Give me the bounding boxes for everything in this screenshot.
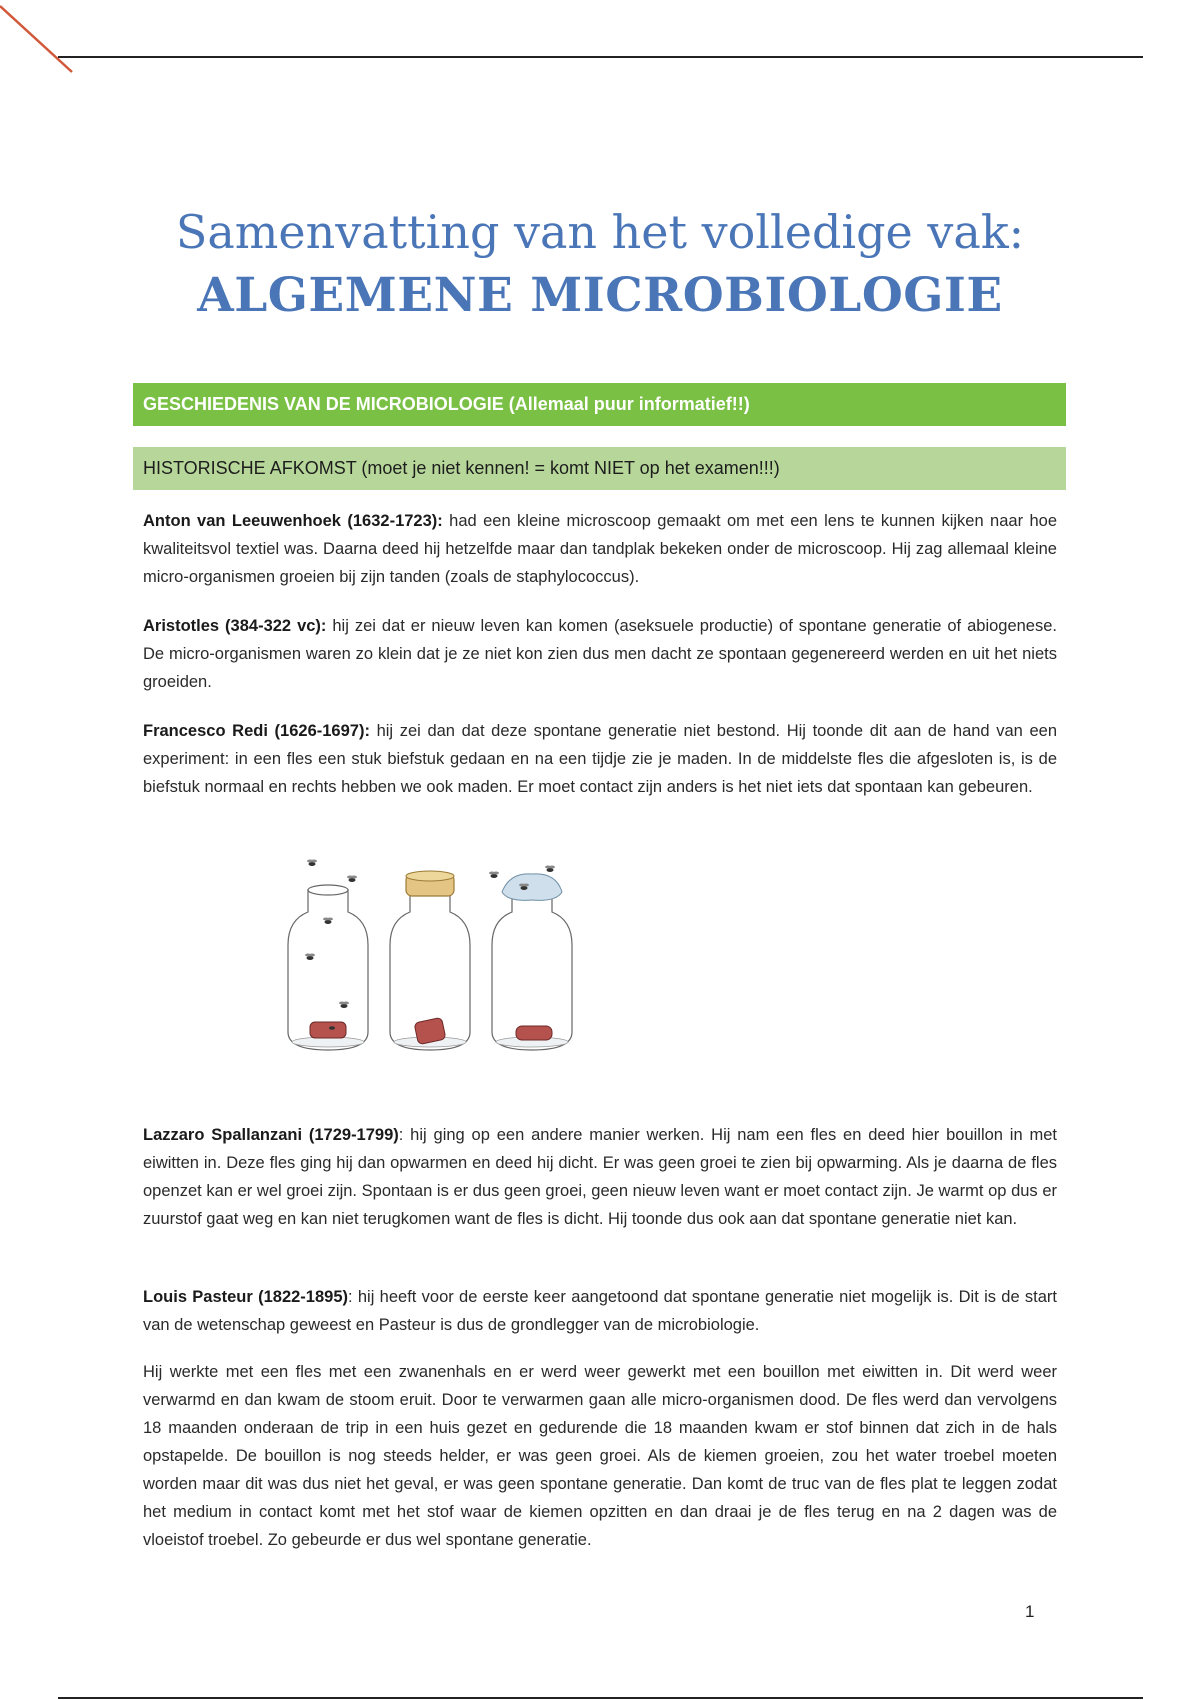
paragraph-name: Francesco Redi (1626-1697): bbox=[143, 722, 370, 740]
corner-mark-line bbox=[0, 0, 80, 80]
page-number: 1 bbox=[1025, 1602, 1035, 1621]
paragraph-text: hij zei dan dat deze spontane generatie niet bestond. Hij toonde dit aan de hand van een experiment: in een fles een stuk biefstuk gedaan en na een tijdje zie je maden. In de middelste fles die afgesloten is, is de biefstuk normaal en rechts hebben we ook maden. Er moet contact zijn anders is het niet iets dat spontaan kan gebeuren. bbox=[143, 722, 1057, 796]
header-rule bbox=[58, 56, 1143, 58]
footer-rule bbox=[58, 1697, 1143, 1699]
corked-jar bbox=[390, 871, 470, 1050]
redi-experiment-illustration bbox=[280, 850, 600, 1060]
paragraph-text: : hij ging op een andere manier werken. Hij nam een fles en deed hier bouillon in met eiwitten in. Deze fles ging hij dan opwarmen en deed hij dicht. Er was geen groei te zien bij opwarming. Als je daarna de fles openzet kan er wel groei zijn. Spontaan is er dus geen groei, geen nieuw leven want er moet contact zijn. Je warmt op dus er zuurstof gaat weg en kan niet terugkomen want de fles is dicht. Hij toonde dus ook aan dat spontane generatie niet kan. bbox=[143, 1126, 1057, 1228]
paragraph-text: had een kleine microscoop gemaakt om met een lens te kunnen kijken naar hoe kwaliteitsvol textiel was. Daarna deed hij hetzelfde maar dan tandplak bekeken onder de microscoop. Hij zag allemaal kleine micro-organismen groeien bij zijn tanden (zoals de staphylococcus). bbox=[143, 512, 1057, 586]
paragraph-text: : hij heeft voor de eerste keer aangetoond dat spontane generatie niet mogelijk is. Dit is de start van de wetenschap geweest en Pasteur is dus de grondlegger van de microbiologie. bbox=[143, 1288, 1057, 1334]
section-heading-history: GESCHIEDENIS VAN DE MICROBIOLOGIE (Allemaal puur informatief!!) bbox=[133, 383, 1066, 426]
title-line-2: ALGEMENE MICROBIOLOGIE bbox=[197, 268, 1003, 323]
document-title bbox=[130, 200, 1070, 328]
paragraph-aristotles bbox=[143, 612, 1057, 696]
subsection-heading-origin: HISTORISCHE AFKOMST (moet je niet kennen! = komt NIET op het examen!!!) bbox=[133, 447, 1066, 490]
paragraph-text: hij zei dat er nieuw leven kan komen (aseksuele productie) of spontane generatie of abiogenese. De micro-organismen waren zo klein dat je ze niet kon zien dus men dacht ze spontaan gegenereerd werden en uit het niets groeiden. bbox=[143, 617, 1057, 691]
gauze-jar bbox=[492, 874, 572, 1050]
paragraph-pasteur-experiment bbox=[143, 1358, 1057, 1554]
paragraph-pasteur bbox=[143, 1283, 1057, 1339]
paragraph-text: Hij werkte met een fles met een zwanenhals en er werd weer gewerkt met een bouillon met eiwitten in. Dit werd weer verwarmd en dan kwam de stoom eruit. Door te verwarmen gaan alle micro-organismen dood. De fles werd dan vervolgens 18 maanden onderaan de trip in een huis gezet en gedurende die 18 maanden kwam er stof binnen dat zich in de hals opstapelde. De bouillon is nog steeds helder, er was geen groei. Als de kiemen groeien, zou het water troebel moeten worden maar dit was dus niet het geval, er was geen spontane generatie. Dan komt de truc van de fles plat te leggen zodat het medium in contact komt met het stof waar de kiemen opzitten en dan draai je de fles terug en na 2 dagen was de vloeistof troebel. Zo gebeurde er dus wel spontane generatie. bbox=[143, 1363, 1057, 1549]
open-jar bbox=[288, 885, 368, 1050]
paragraph-spallanzani bbox=[143, 1121, 1057, 1233]
title-line-1: Samenvatting van het volledige vak: bbox=[175, 205, 1025, 259]
paragraph-name: Lazzaro Spallanzani (1729-1799) bbox=[143, 1126, 399, 1144]
paragraph-name: Anton van Leeuwenhoek (1632-1723): bbox=[143, 512, 443, 530]
paragraph-leeuwenhoek bbox=[143, 507, 1057, 591]
paragraph-name: Aristotles (384-322 vc): bbox=[143, 617, 327, 635]
paragraph-name: Louis Pasteur (1822-1895) bbox=[143, 1288, 348, 1306]
paragraph-redi bbox=[143, 717, 1057, 801]
